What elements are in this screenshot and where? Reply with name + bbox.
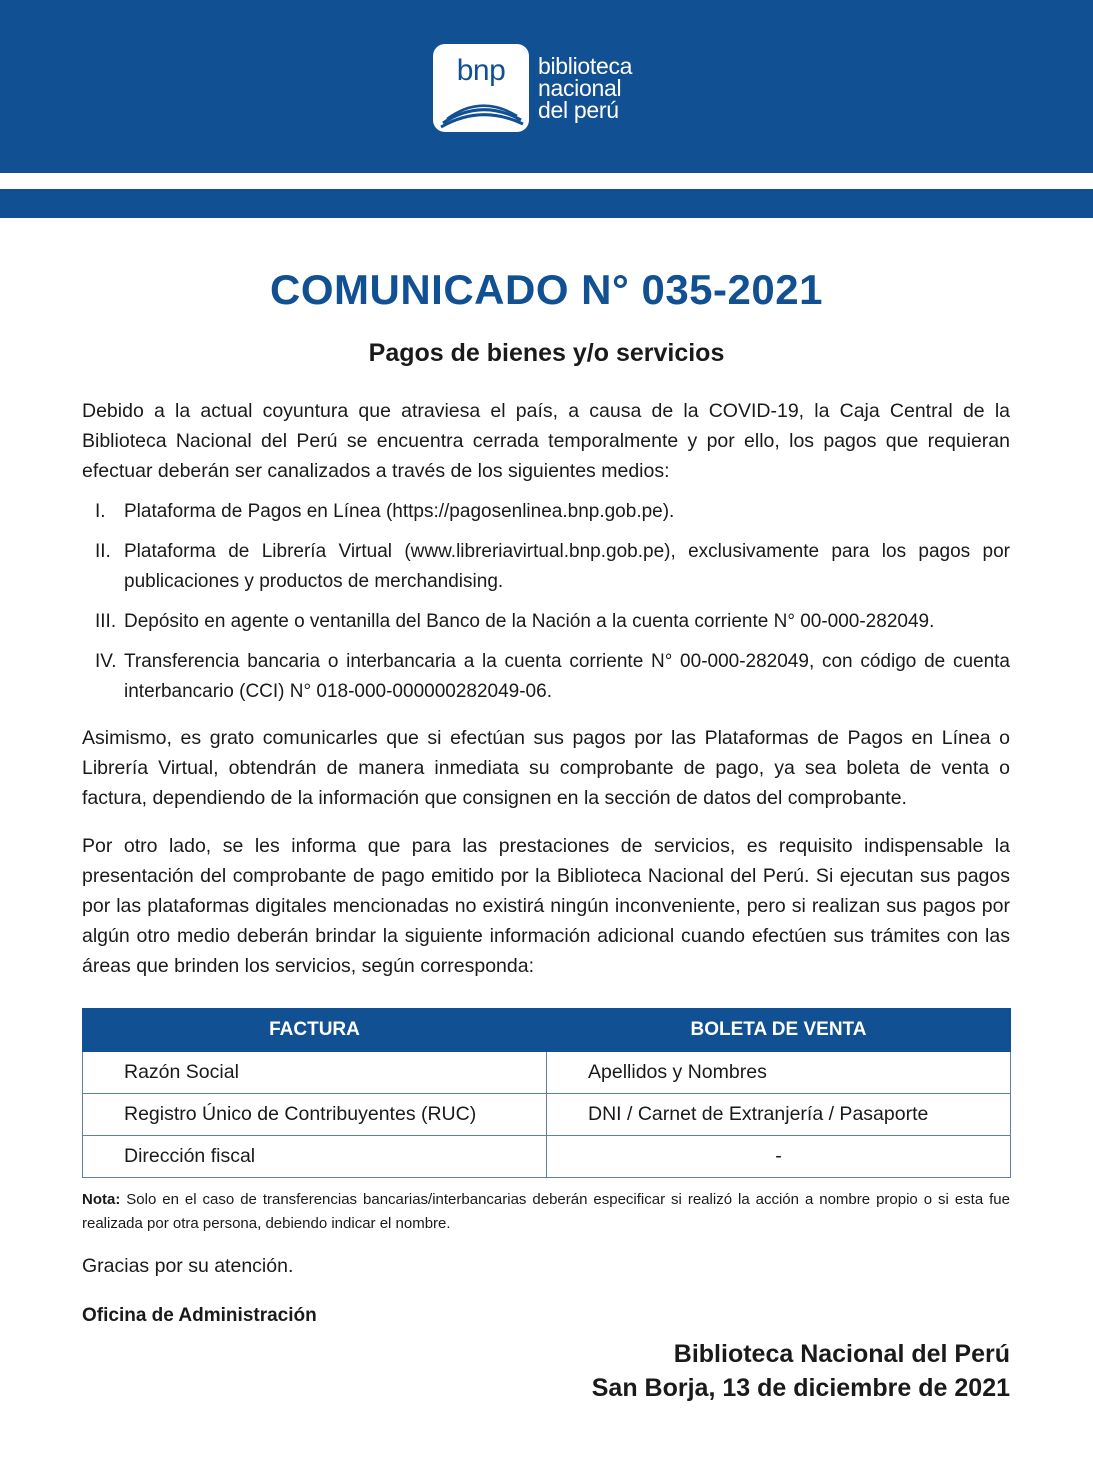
list-item [82, 537, 1010, 597]
table-cell: Registro Único de Contribuyentes (RUC) [83, 1094, 547, 1136]
list-item-number: IV. [95, 651, 117, 672]
body-content [82, 396, 1010, 981]
note-label: Nota: [82, 1191, 121, 1208]
signature-institution: Biblioteca Nacional del Perú [673, 1340, 1010, 1368]
logo-word-2: nacional [538, 75, 622, 101]
list-item-text: Depósito en agente o ventanilla del Banco de la Nación a la cuenta corriente N° 00-000-282049. [124, 611, 935, 632]
list-item-text: Plataforma de Pagos en Línea (https://pagosenlinea.bnp.gob.pe). [124, 501, 675, 522]
closing-text: Gracias por su atención. [82, 1255, 294, 1277]
list-item-text: Transferencia bancaria o interbancaria a la cuenta corriente N° 00-000-282049, con código de cuenta interbancario (CCI) N° 018-000-000000282049-06. [124, 651, 1010, 702]
receipt-requirements-table [82, 1008, 1011, 1178]
list-item [82, 647, 1010, 707]
table-row [83, 1136, 1011, 1178]
table-cell: Razón Social [83, 1052, 547, 1094]
logo-word-3: del perú [538, 97, 619, 123]
bnp-logo [433, 44, 632, 132]
list-item-number: III. [95, 611, 117, 632]
paragraph-invoice-info: Asimismo, es grato comunicarles que si efectúan sus pagos por las Plataformas de Pagos en Línea o Librería Virtual, obtendrán de manera inmediata su comprobante de pago, ya sea boleta de venta o factura, dependiendo de la información que consignen en la sección de datos del comprobante. [82, 727, 1010, 809]
page-subtitle: Pagos de bienes y/o servicios [368, 339, 725, 367]
column-header-boleta: BOLETA DE VENTA [547, 1009, 1011, 1052]
signature-date: San Borja, 13 de diciembre de 2021 [591, 1374, 1010, 1402]
list-item [82, 607, 1010, 637]
header-stripe [0, 189, 1093, 218]
paragraph-requirements: Por otro lado, se les informa que para las prestaciones de servicios, es requisito indispensable la presentación del comprobante de pago emitido por la Biblioteca Nacional del Perú. Si ejecutan sus pagos por las plataformas digitales mencionadas no existirá ningún inconveniente, pero si realizan sus pagos por algún otro medio deberán brindar la siguiente información adicional cuando efectúen sus trámites con las áreas que brinden los servicios, según corresponda: [82, 835, 1010, 977]
footnote [82, 1188, 1010, 1236]
table-row [83, 1052, 1011, 1094]
list-item-number: II. [95, 541, 111, 562]
note-text: Solo en el caso de transferencias bancarias/interbancarias deberán especificar si realizó la acción a nombre propio o si esta fue realizada por otra persona, debiendo indicar el nombre. [82, 1191, 1010, 1232]
issuing-office: Oficina de Administración [82, 1305, 317, 1326]
list-item [82, 497, 1010, 527]
table-header-row [83, 1009, 1011, 1052]
table-cell: Dirección fiscal [83, 1136, 547, 1178]
logo-badge [433, 44, 529, 132]
table-cell: - [547, 1136, 1011, 1178]
table-cell: DNI / Carnet de Extranjería / Pasaporte [547, 1094, 1011, 1136]
table-row [83, 1094, 1011, 1136]
logo-badge-text: bnp [456, 54, 506, 87]
payment-methods-list [82, 497, 1010, 707]
table-cell: Apellidos y Nombres [547, 1052, 1011, 1094]
signature-block [592, 1337, 1010, 1405]
page-title: COMUNICADO N° 035-2021 [270, 266, 823, 313]
list-item-text: Plataforma de Librería Virtual (www.libreriavirtual.bnp.gob.pe), exclusivamente para los pagos por publicaciones y productos de merchandising. [124, 541, 1010, 592]
book-pages-icon [433, 90, 529, 130]
logo-wordmark [538, 55, 632, 121]
column-header-factura: FACTURA [83, 1009, 547, 1052]
list-item-number: I. [95, 501, 106, 522]
logo-word-1: biblioteca [538, 53, 633, 79]
intro-paragraph: Debido a la actual coyuntura que atraviesa el país, a causa de la COVID-19, la Caja Central de la Biblioteca Nacional del Perú se encuentra cerrada temporalmente y por ello, los pagos que requieran efectuar deberán ser canalizados a través de los siguientes medios: [82, 400, 1010, 482]
